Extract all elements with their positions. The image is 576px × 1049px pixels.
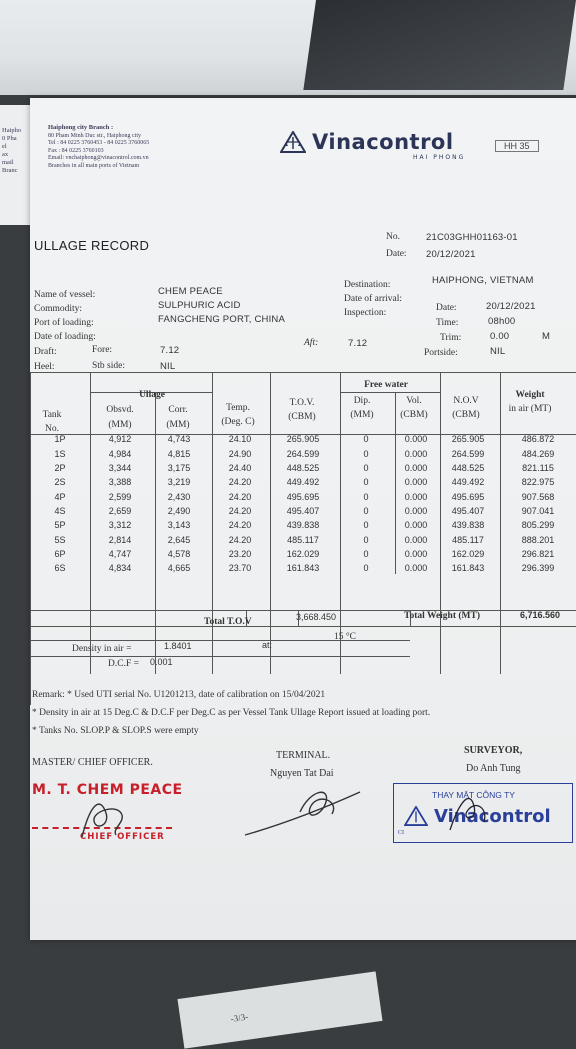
corrected-ullage: 3,175	[167, 463, 191, 473]
underlying-line: ax	[2, 151, 9, 158]
stamp-code: CI	[398, 830, 404, 836]
fw-vol: 0.000	[404, 520, 428, 530]
density-label: Density in air =	[72, 644, 132, 654]
voyage-info-label: Date of arrival:	[344, 294, 403, 304]
dcf-label: D.C.F =	[108, 659, 139, 669]
weight-in-air: 907.568	[521, 492, 555, 502]
tank-no: 6S	[54, 563, 66, 573]
observed-ullage: 4,834	[108, 563, 132, 573]
stamp-emblem-icon	[404, 806, 428, 826]
total-tov-label: Total T.O.V	[204, 617, 252, 627]
remark-line: * Density in air at 15 Deg.C & D.C.F per Deg.C as per Vessel Tank Ullage Report issued at loading port.	[32, 708, 431, 718]
temperature: 24.20	[228, 506, 252, 516]
table-line	[340, 392, 440, 393]
inspection-label: Date:	[436, 303, 457, 313]
fw-dip: 0	[363, 535, 369, 545]
destination: HAIPHONG, VIETNAM	[432, 275, 534, 286]
weight-in-air: 822.975	[521, 477, 555, 487]
draft-fore: 7.12	[160, 345, 180, 356]
master-signature	[60, 785, 150, 855]
tank-no: 4S	[54, 506, 66, 516]
weight-in-air: 296.399	[521, 563, 555, 573]
total-weight: 6,716.560	[520, 610, 561, 620]
corrected-ullage: 4,743	[167, 434, 191, 444]
nov: 485.117	[452, 535, 484, 545]
observed-ullage: 2,599	[108, 492, 132, 502]
table-header: (MM)	[108, 420, 132, 430]
fw-vol: 0.000	[404, 535, 428, 545]
branch-lines	[48, 133, 149, 171]
branch-address	[48, 124, 149, 171]
branch-line: Email: vnchaiphong@vinacontrol.com.vn	[48, 155, 149, 162]
logo-sub: HAI PHONG	[413, 154, 466, 161]
corrected-ullage: 2,645	[167, 535, 191, 545]
observed-ullage: 2,659	[108, 506, 132, 516]
document-title: ULLAGE RECORD	[34, 238, 150, 253]
nov: 448.525	[451, 463, 485, 473]
temperature: 23.70	[228, 563, 252, 573]
form-code: HH 35	[495, 140, 539, 152]
tank-no: 2P	[54, 463, 66, 473]
logo-emblem-icon	[280, 131, 306, 153]
draft-aft-label: Aft:	[304, 338, 319, 348]
fw-vol: 0.000	[404, 463, 428, 473]
table-line	[30, 626, 576, 627]
temperature: 24.40	[228, 463, 252, 473]
table-header: Dip.	[353, 396, 371, 406]
commodity: SULPHURIC ACID	[158, 300, 241, 311]
surveyor-signature	[440, 780, 500, 840]
inspection-label: Portside:	[424, 348, 458, 358]
tov: 495.695	[286, 492, 320, 502]
inspection-label: Time:	[436, 318, 459, 328]
density-value: 1.8401	[164, 641, 192, 651]
corrected-ullage: 4,665	[167, 563, 191, 573]
observed-ullage: 3,312	[108, 520, 132, 530]
tank-no: 1P	[54, 434, 66, 444]
fw-dip: 0	[363, 449, 369, 459]
dcf-value: 0.001	[150, 657, 173, 667]
no-label: No.	[386, 232, 400, 242]
branch-line: 80 Pham Minh Duc str., Haiphong city	[48, 132, 141, 139]
total-weight-label: Total Weight (MT)	[404, 611, 481, 621]
vinacontrol-logo	[280, 130, 466, 161]
table-header: Ullage	[139, 390, 165, 400]
fw-dip: 0	[363, 463, 369, 473]
vessel-info-label: Name of vessel:	[34, 290, 96, 300]
portside-value: NIL	[490, 346, 506, 357]
tank-no: 5S	[54, 535, 66, 545]
at-label: at:	[262, 640, 273, 650]
vessel-info-label: Port of loading:	[34, 318, 94, 328]
tov: 449.492	[286, 477, 320, 487]
observed-ullage: 3,344	[108, 463, 132, 473]
inspection-date: 20/12/2021	[486, 301, 536, 312]
vessel-info-label: Draft:	[34, 347, 57, 357]
terminal-label: TERMINAL.	[276, 750, 331, 761]
tov: 265.905	[286, 434, 320, 444]
branch-line: Tel : 84 0225 3760453 - 84 0225 3760065	[48, 140, 150, 147]
heel-value: NIL	[160, 361, 176, 372]
underlying-page-scrap	[177, 971, 382, 1048]
fw-vol: 0.000	[404, 434, 428, 444]
nov: 265.905	[451, 434, 485, 444]
table-header: (CBM)	[452, 410, 480, 420]
corrected-ullage: 4,578	[167, 549, 191, 559]
tov: 161.843	[286, 563, 320, 573]
tank-no: 2S	[54, 477, 66, 487]
tank-no: 4P	[54, 492, 66, 502]
table-line	[30, 372, 576, 373]
table-header: Vol.	[406, 396, 422, 406]
vessel-info-label: Commodity:	[34, 304, 83, 314]
chief-officer-stamp: CHIEF OFFICER	[80, 832, 165, 842]
weight-in-air: 805.299	[521, 520, 555, 530]
vessel-info-label: Heel:	[34, 362, 55, 372]
table-header: Temp.	[226, 403, 250, 413]
heel-side-label: Stb side:	[92, 361, 125, 371]
corrected-ullage: 4,815	[167, 449, 191, 459]
nov: 495.407	[451, 506, 485, 516]
corrected-ullage: 2,490	[167, 506, 191, 516]
fw-vol: 0.000	[404, 492, 428, 502]
nov: 161.843	[451, 563, 485, 573]
fw-vol: 0.000	[404, 477, 428, 487]
vessel-name: CHEM PEACE	[158, 286, 223, 297]
tov: 485.117	[287, 535, 319, 545]
inspection-time: 08h00	[488, 316, 516, 327]
no-value: 21C03GHH01163-01	[426, 232, 518, 243]
temperature: 24.20	[228, 492, 252, 502]
tov: 264.599	[286, 449, 320, 459]
table-header: T.O.V.	[289, 398, 315, 408]
table-header: Free water	[364, 380, 408, 390]
remark-line: Remark: * Used UTI serial No. U1201213, date of calibration on 15/04/2021	[32, 690, 326, 700]
voyage-info-label: Destination:	[344, 280, 391, 290]
underlying-line: el	[2, 143, 7, 150]
weight-in-air: 888.201	[521, 535, 555, 545]
corrected-ullage: 3,143	[167, 520, 191, 530]
fw-dip: 0	[363, 563, 369, 573]
table-header: Weight	[515, 390, 545, 400]
nov: 495.695	[451, 492, 485, 502]
branch-line: Fax : 84 0225 3760103	[48, 147, 104, 154]
surveyor-name: Do Anh Tung	[466, 763, 521, 774]
observed-ullage: 4,747	[108, 549, 132, 559]
table-header: (Deg. C)	[221, 417, 255, 427]
underlying-line: 0 Pha	[2, 135, 17, 142]
draft-aft: 7.12	[348, 338, 368, 349]
observed-ullage: 2,814	[108, 535, 132, 545]
nov: 162.029	[451, 549, 485, 559]
weight-in-air: 907.041	[521, 506, 555, 516]
desk-object	[303, 0, 576, 90]
table-header: (MM)	[166, 420, 190, 430]
observed-ullage: 4,912	[108, 434, 132, 444]
weight-in-air: 296.821	[521, 549, 555, 559]
temperature: 24.20	[228, 535, 252, 545]
observed-ullage: 3,388	[108, 477, 132, 487]
table-line	[30, 656, 410, 657]
vessel-stamp: M. T. CHEM PEACE	[32, 782, 183, 798]
fw-dip: 0	[363, 492, 369, 502]
branch-line: Branches in all main ports of Vietnam	[48, 162, 140, 169]
weight-in-air: 486.872	[521, 434, 555, 444]
table-line	[30, 610, 576, 611]
trim-value: 0.00	[490, 331, 510, 342]
nov: 449.492	[451, 477, 485, 487]
tov: 448.525	[286, 463, 320, 473]
tov: 162.029	[286, 549, 320, 559]
total-tov: 3,668.450	[296, 612, 337, 622]
trim-unit: M	[542, 331, 551, 342]
underlying-line: Branc	[2, 167, 18, 174]
date-value: 20/12/2021	[426, 249, 476, 260]
nov: 439.838	[451, 520, 485, 530]
underlying-line: mail	[2, 159, 14, 166]
vessel-info-label: Date of loading:	[34, 332, 96, 342]
terminal-signature	[240, 780, 390, 840]
stamp-caption: THAY MẶT CÔNG TY	[432, 790, 515, 800]
remark-line: * Tanks No. SLOP.P & SLOP.S were empty	[32, 726, 199, 736]
fw-dip: 0	[363, 520, 369, 530]
temperature: 24.20	[228, 520, 252, 530]
tank-no: 6P	[54, 549, 66, 559]
voyage-info-label: Inspection:	[344, 308, 387, 318]
table-header: Corr.	[168, 405, 188, 415]
corrected-ullage: 3,219	[167, 477, 191, 487]
observed-ullage: 4,984	[108, 449, 132, 459]
table-header: Obsvd.	[106, 405, 134, 415]
fw-dip: 0	[363, 477, 369, 487]
date-label: Date:	[386, 249, 407, 259]
underlying-line: Haipho	[2, 127, 22, 134]
page-number: -3/3-	[230, 1011, 249, 1024]
fw-dip: 0	[363, 549, 369, 559]
tov: 495.407	[286, 506, 320, 516]
weight-in-air: 484.269	[521, 449, 555, 459]
table-header: in air (MT)	[508, 404, 552, 414]
stamp-company-name: Vinacontrol	[434, 806, 551, 827]
fw-dip: 0	[363, 434, 369, 444]
table-header: No.	[45, 424, 59, 434]
temperature: 24.10	[228, 434, 252, 444]
tov: 439.838	[286, 520, 320, 530]
table-header: Tank	[42, 410, 62, 420]
table-header: (CBM)	[400, 410, 428, 420]
at-value: 15 °C	[334, 632, 357, 642]
table-header: (MM)	[350, 410, 374, 420]
tank-no: 1S	[54, 449, 66, 459]
terminal-name: Nguyen Tat Dai	[270, 768, 334, 779]
fw-vol: 0.000	[404, 549, 428, 559]
weight-in-air: 821.115	[522, 463, 554, 473]
nov: 264.599	[451, 449, 485, 459]
fw-vol: 0.000	[404, 563, 428, 573]
branch-title: Haiphong city Branch :	[48, 124, 114, 131]
temperature: 23.20	[228, 549, 252, 559]
remarks	[32, 686, 430, 740]
fw-dip: 0	[363, 506, 369, 516]
fw-vol: 0.000	[404, 449, 428, 459]
corrected-ullage: 2,430	[167, 492, 191, 502]
draft-fore-label: Fore:	[92, 345, 113, 355]
table-header: N.O.V	[453, 396, 479, 406]
temperature: 24.20	[228, 477, 252, 487]
port-of-loading: FANGCHENG PORT, CHINA	[158, 314, 286, 325]
master-label: MASTER/ CHIEF OFFICER.	[32, 757, 153, 768]
fw-vol: 0.000	[404, 506, 428, 516]
surveyor-label: SURVEYOR,	[464, 745, 523, 756]
inspection-label: Trim:	[440, 333, 462, 343]
tank-no: 5P	[54, 520, 66, 530]
logo-name: Vinacontrol	[312, 130, 454, 154]
temperature: 24.90	[228, 449, 252, 459]
table-header: (CBM)	[288, 412, 316, 422]
